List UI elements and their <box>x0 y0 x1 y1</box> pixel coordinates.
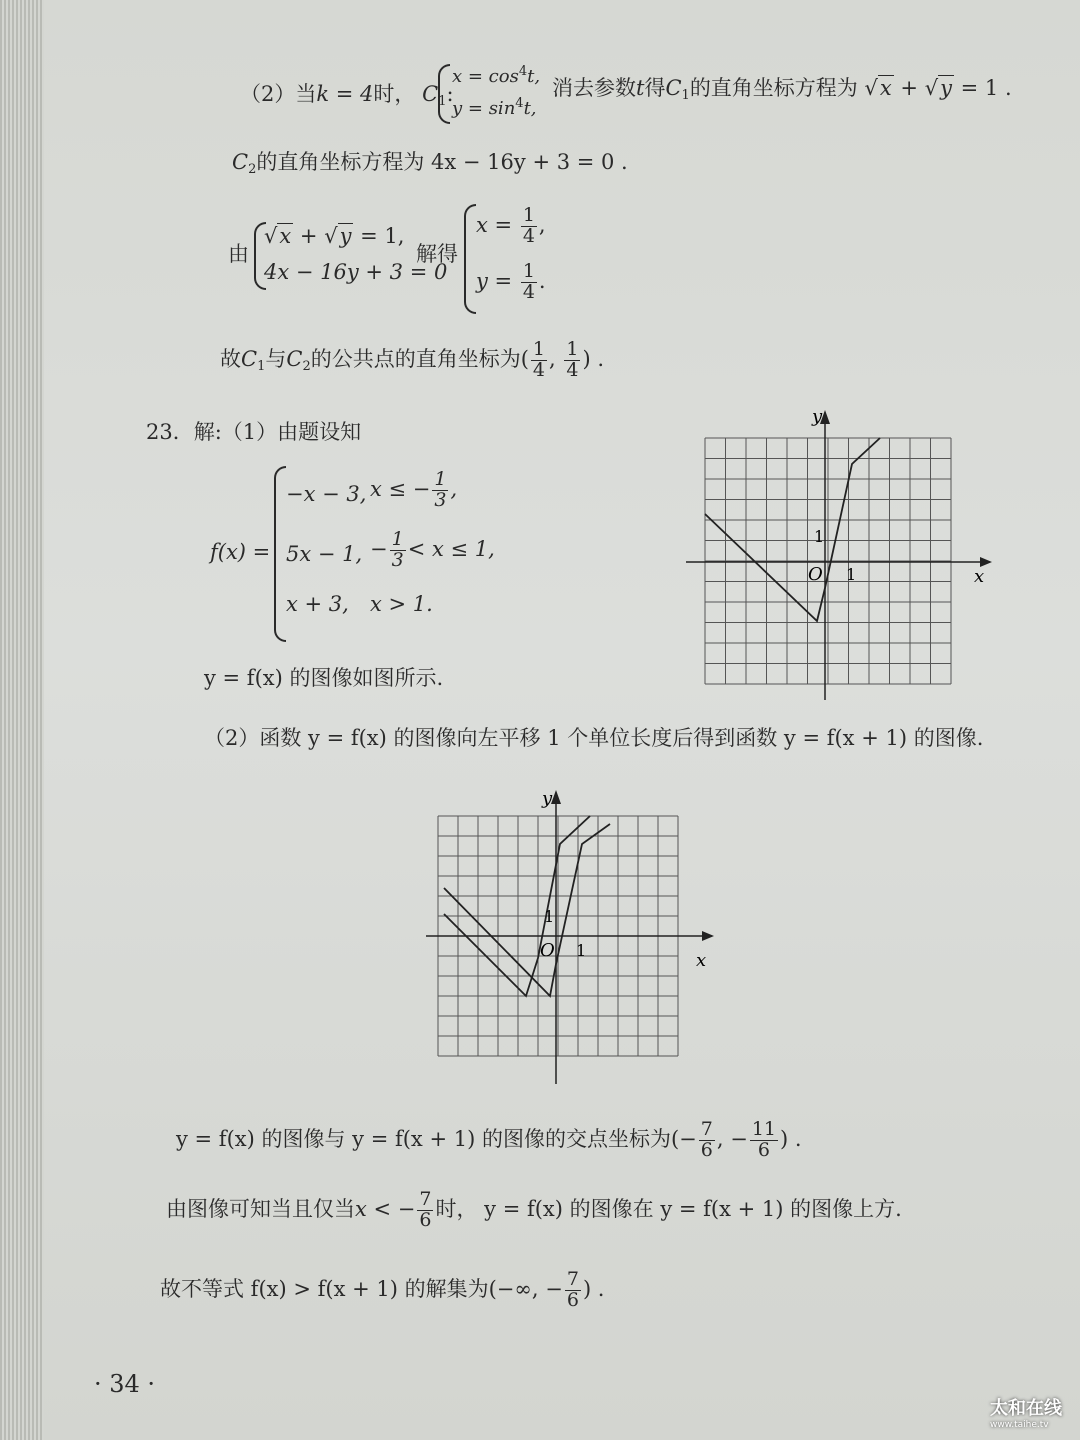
you-label: 由 <box>228 242 249 266</box>
curve-f <box>705 438 880 621</box>
piece-1: −x − 3, <box>286 482 367 506</box>
common-point-line: 故$C_1$与$C_2$的公共点的直角坐标为( $\frac{1}{4}$ , $\frac{1}{4}$ ) . <box>220 338 605 381</box>
watermark-name: 太和在线 <box>990 1398 1062 1419</box>
condition-line: 由图像可知当且仅当x < − $\frac{7}{6}$ 时， y = f(x) 的图像在 y = f(x + 1) 的图像上方. <box>166 1188 902 1231</box>
x-unit-label: 1 <box>846 565 857 584</box>
y-axis-label-2: y <box>542 788 553 809</box>
x-axis-arrow-2 <box>702 931 714 941</box>
curve-f-2 <box>444 824 610 996</box>
x-axis-label: x <box>974 566 985 587</box>
brace-sol <box>464 204 476 314</box>
caption-graph1: y = f(x) 的图像如图所示. <box>204 666 444 690</box>
intersection-line: y = f(x) 的图像与 y = f(x + 1) 的图像的交点坐标为(− $\frac{7}{6}$ , − $\frac{11}{6}$ ) . <box>176 1118 802 1161</box>
sec2-intro: （2）当k = 4时， $C_1$: <box>240 82 454 109</box>
graph-f-and-shift <box>420 786 720 1086</box>
sol-y: y = $\frac{1}{4}$ . <box>476 260 546 303</box>
x-unit-label-2: 1 <box>576 941 587 960</box>
watermark-url: www.taihe.tv <box>990 1420 1049 1430</box>
y-axis-label: y <box>812 406 823 427</box>
cond-1: x ≤ − $\frac{1}{3}$ , <box>370 468 458 511</box>
cond-3: x > 1. <box>370 592 433 616</box>
brace-piecewise <box>274 466 286 642</box>
piece-3: x + 3, <box>286 592 349 616</box>
graph-f <box>680 404 1000 704</box>
part2-text: （2）函数 y = f(x) 的图像向左平移 1 个单位长度后得到函数 y = f(x + 1) 的图像. <box>204 726 984 750</box>
x-axis-label-2: x <box>696 950 707 971</box>
sec2-elim: 消去参数t得$C_1$的直角坐标方程为 √x + √y = 1 . <box>552 76 1012 103</box>
q23-heading: 23．解:（1）由题设知 <box>146 420 362 444</box>
watermark-logo <box>990 1394 1062 1430</box>
origin-label-2: O <box>540 940 555 961</box>
origin-label: O <box>808 564 823 585</box>
y-axis-arrow-2 <box>551 790 561 804</box>
sys-c1-x: $x = \cos^4t$, <box>452 64 541 87</box>
c2-equation: $C_2$的直角坐标方程为 4x − 16y + 3 = 0 . <box>232 150 628 177</box>
jiede-label: 解得 <box>416 242 458 266</box>
cond-2: − $\frac{1}{3}$ < x ≤ 1, <box>370 528 495 571</box>
fx-label: f(x) = <box>210 540 271 564</box>
brace-c1 <box>438 64 450 124</box>
sys2-a: √x + √y = 1, <box>264 224 405 248</box>
y-unit-label-2: 1 <box>544 907 555 926</box>
sol-x: x = $\frac{1}{4}$ , <box>476 204 546 247</box>
solution-set-line: 故不等式 f(x) > f(x + 1) 的解集为(−∞, − $\frac{7}{6}$ ) . <box>160 1268 605 1311</box>
sys2-b: 4x − 16y + 3 = 0 <box>264 260 448 284</box>
y-unit-label: 1 <box>814 527 825 546</box>
sys-c1-y: $y = \sin^4t$, <box>452 96 537 119</box>
page-number: · 34 · <box>94 1370 156 1398</box>
piece-2: 5x − 1, <box>286 542 363 566</box>
